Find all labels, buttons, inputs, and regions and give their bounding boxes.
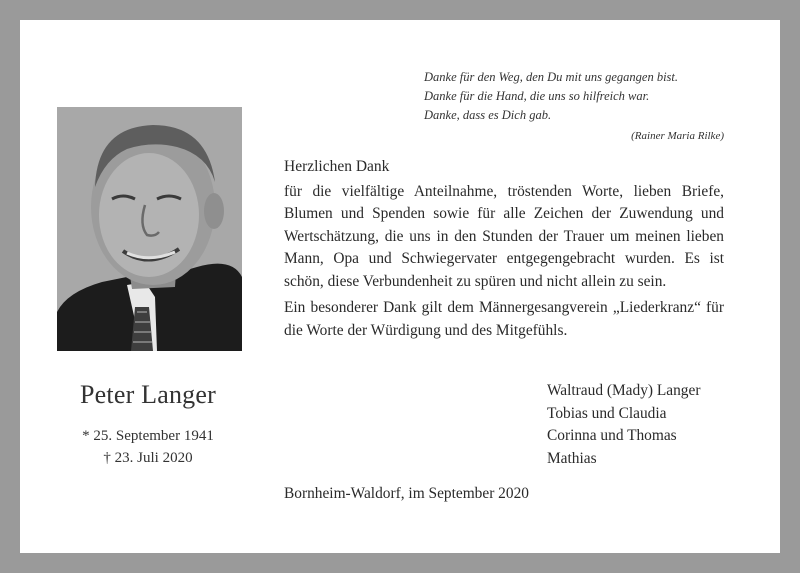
poem-quote [424, 68, 724, 144]
portrait-photo-image [57, 107, 242, 351]
poem-author: (Rainer Maria Rilke) [631, 130, 724, 142]
deceased-name: Peter Langer [80, 380, 216, 409]
signers-list [547, 380, 700, 470]
signer: Mathias [547, 449, 597, 467]
message-paragraph: für die vielfältige Anteilnahme, tröstenden Worte, lieben Briefe, Blumen und Spenden sowie für alle Zeichen der Zuwendung und Wertschätzung, die uns in den Stunden der Trauer um meinen lieben Mann, Opa und Schwiegervater entgegengebracht wurden. Es ist schön, diese Verbundenheit zu spüren und nicht allein zu sein. [284, 182, 724, 290]
thank-you-message [284, 156, 724, 342]
message-paragraph: Ein besonderer Dank gilt dem Männergesangverein „Liederkranz“ für die Worte der Würdigung und des Mitgefühls. [284, 299, 724, 339]
poem-line: Danke für den Weg, den Du mit uns gegangen bist. [424, 70, 679, 84]
signer: Waltraud (Mady) Langer [547, 382, 701, 399]
place-and-date: Bornheim-Waldorf, im September 2020 [284, 485, 529, 502]
signer: Corinna und Thomas [547, 427, 677, 445]
life-dates [57, 425, 239, 469]
poem-line: Danke für die Hand, die uns so hilfreich war. [424, 89, 650, 103]
birth-date: * 25. September 1941 [82, 428, 214, 444]
poem-line: Danke, dass es Dich gab. [424, 108, 552, 122]
signer: Tobias und Claudia [547, 404, 667, 422]
portrait-photo [57, 107, 242, 351]
death-date: † 23. Juli 2020 [103, 450, 193, 466]
message-heading: Herzlichen Dank [284, 158, 390, 175]
